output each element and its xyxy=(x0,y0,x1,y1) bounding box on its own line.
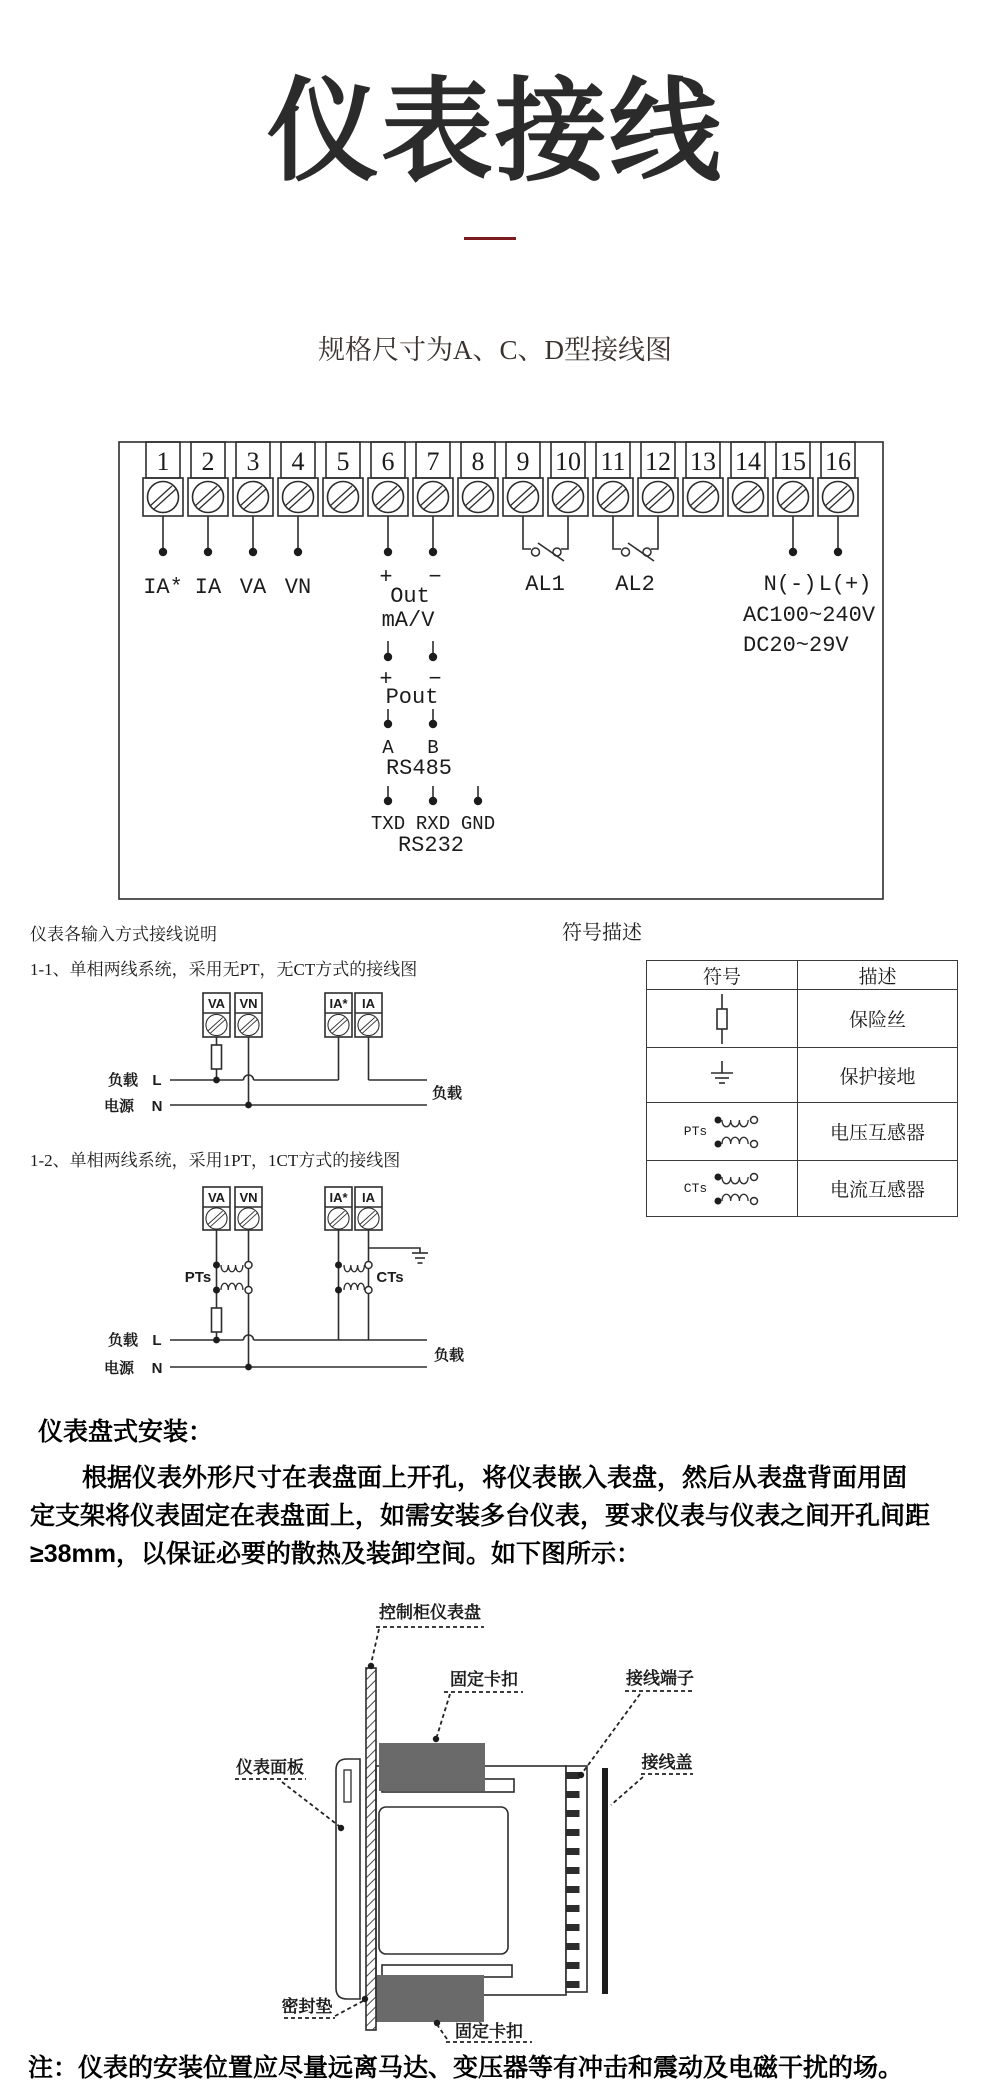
source-left-label: 电源 xyxy=(103,1098,135,1115)
svg-text:TXD: TXD xyxy=(370,813,406,835)
terminal-number: 12 xyxy=(645,447,671,476)
screw-icon xyxy=(688,482,719,513)
terminal-va xyxy=(203,993,230,1037)
terminal-ia xyxy=(355,1187,382,1230)
symbol-desc: 保险丝 xyxy=(798,990,958,1048)
n-label: N xyxy=(151,1360,163,1377)
screw-icon xyxy=(418,482,449,513)
load-right-label: 负载 xyxy=(433,1347,465,1364)
junction-dot xyxy=(245,1364,252,1371)
load-left-label: 负载 xyxy=(107,1332,139,1349)
junction-dot xyxy=(213,1077,220,1084)
label-al1: AL1 xyxy=(525,572,565,597)
terminal-4 xyxy=(278,442,318,516)
callout-clip-top xyxy=(433,1669,523,1742)
wire-end-dots xyxy=(159,548,842,556)
label-out-minus: − xyxy=(428,565,442,590)
terminal-13 xyxy=(683,442,723,516)
svg-text:IA: IA xyxy=(362,1190,375,1205)
terminal-16 xyxy=(818,442,858,516)
wiring-cover xyxy=(602,1768,608,1994)
svg-text:IA*: IA* xyxy=(329,1190,348,1205)
svg-text:IA*: IA* xyxy=(329,996,348,1011)
terminal-10 xyxy=(548,442,588,516)
terminal-number: 8 xyxy=(471,447,485,476)
terminal-number: 1 xyxy=(156,447,170,476)
label-n: N(-) xyxy=(763,572,817,597)
terminal-6 xyxy=(368,442,408,516)
callout-panel xyxy=(368,1602,484,1669)
terminal-2 xyxy=(188,442,228,516)
terminal-number: 7 xyxy=(426,447,440,476)
svg-text:固定卡扣: 固定卡扣 xyxy=(450,1670,518,1689)
terminal-number: 9 xyxy=(516,447,530,476)
wires xyxy=(170,1037,427,1105)
current-transformer-icon: CTs xyxy=(647,1169,797,1209)
ct-transformer-icon xyxy=(335,1262,372,1294)
terminal-7 xyxy=(413,442,453,516)
svg-text:VN: VN xyxy=(239,1190,258,1205)
svg-text:Pout: Pout xyxy=(385,685,439,710)
subtitle: 规格尺寸为A、C、D型接线图 xyxy=(317,335,672,365)
fuse-icon xyxy=(212,1045,222,1069)
label-vn: VN xyxy=(284,575,312,600)
terminal-1 xyxy=(143,442,183,516)
fixing-clip-top xyxy=(379,1743,485,1791)
desc-col-header: 描述 xyxy=(798,961,958,990)
symbol-col-header: 符号 xyxy=(647,961,798,990)
label-l: L(+) xyxy=(818,572,872,597)
screw-icon xyxy=(463,482,494,513)
label-out-unit: mA/V xyxy=(381,608,435,633)
terminal-14 xyxy=(728,442,768,516)
instrument-front-panel xyxy=(336,1759,360,1999)
fuse-icon xyxy=(647,994,797,1044)
table-row xyxy=(647,1048,958,1103)
svg-text:仪表面板: 仪表面板 xyxy=(236,1758,304,1777)
ground-icon xyxy=(412,1253,428,1263)
screw-icon xyxy=(193,482,224,513)
rs232-block xyxy=(371,786,495,858)
installation-diagram xyxy=(0,1580,990,2050)
al2-relay-contact-icon xyxy=(613,516,658,561)
label-dc-range: DC20~29V xyxy=(743,633,849,658)
fuse-icon xyxy=(212,1308,222,1332)
paragraph-line: 定支架将仪表固定在表盘面上，如需安装多台仪表，要求仪表与仪表之间开孔间距 xyxy=(30,1502,931,1530)
svg-text:VA: VA xyxy=(207,1190,226,1205)
screw-icon xyxy=(643,482,674,513)
cts-label: CTs xyxy=(376,1269,404,1286)
terminal-ia-star xyxy=(325,993,352,1037)
screw-icon xyxy=(778,482,809,513)
svg-text:控制柜仪表盘: 控制柜仪表盘 xyxy=(379,1603,481,1622)
table-row xyxy=(647,990,958,1048)
l-label: L xyxy=(152,1072,162,1089)
terminal-number: 5 xyxy=(336,447,350,476)
terminal-number: 4 xyxy=(291,447,305,476)
fixing-clip-bottom xyxy=(376,1975,484,2022)
callout-clip-bottom xyxy=(434,2020,532,2042)
svg-text:固定卡扣: 固定卡扣 xyxy=(455,2022,523,2041)
terminal-number: 14 xyxy=(735,447,761,476)
pt-transformer-icon xyxy=(213,1262,252,1294)
svg-text:接线端子: 接线端子 xyxy=(626,1669,694,1688)
svg-text:+: + xyxy=(379,667,393,692)
pts-label: PTs xyxy=(184,1269,212,1286)
input-methods-heading: 仪表各输入方式接线说明 xyxy=(30,925,217,944)
paragraph-line: ≥38mm，以保证必要的散热及装卸空间。如下图所示： xyxy=(30,1540,641,1568)
terminal-number: 10 xyxy=(555,447,581,476)
terminal-number: 16 xyxy=(825,447,851,476)
screw-icon xyxy=(823,482,854,513)
terminal-number: 11 xyxy=(600,447,626,476)
svg-text:VA: VA xyxy=(207,996,226,1011)
svg-text:VN: VN xyxy=(239,996,258,1011)
bottom-note: 注：仪表的安装位置应尽量远离马达、变压器等有冲击和震动及电磁干扰的场。 xyxy=(28,2054,904,2082)
paragraph-line: 根据仪表外形尺寸在表盘面上开孔，将仪表嵌入表盘，然后从表盘背面用固 xyxy=(82,1464,908,1492)
screw-icon xyxy=(373,482,404,513)
svg-text:RS232: RS232 xyxy=(397,833,465,858)
terminal-3 xyxy=(233,442,273,516)
terminal-ia xyxy=(355,993,382,1037)
label-out-plus: + xyxy=(379,565,393,590)
symbol-desc: 电压互感器 xyxy=(798,1103,958,1161)
title-accent-underline xyxy=(464,237,516,240)
terminal-wires xyxy=(163,516,838,548)
symbol-desc: 电流互感器 xyxy=(798,1161,958,1217)
screw-icon xyxy=(283,482,314,513)
screw-icon xyxy=(733,482,764,513)
screw-icon xyxy=(553,482,584,513)
terminal-vn xyxy=(235,1187,262,1230)
label-ac-range: AC100~240V xyxy=(743,603,876,628)
source-left-label: 电源 xyxy=(103,1360,135,1377)
screw-icon xyxy=(598,482,629,513)
terminal-number: 3 xyxy=(246,447,260,476)
meter-display-body xyxy=(379,1807,508,1954)
install-heading: 仪表盘式安装： xyxy=(38,1418,214,1446)
terminal-strip xyxy=(143,442,858,516)
install-paragraph xyxy=(30,1459,970,1573)
symbol-table-caption: 符号描述 xyxy=(562,922,642,944)
svg-text:B: B xyxy=(427,737,439,759)
label-va: VA xyxy=(239,575,267,600)
terminal-block-diagram xyxy=(0,435,990,907)
symbol-table xyxy=(646,960,958,1217)
n-label: N xyxy=(151,1098,163,1115)
label-al2: AL2 xyxy=(615,572,655,597)
terminal-number: 15 xyxy=(780,447,806,476)
l-label: L xyxy=(152,1332,162,1349)
callout-front-panel xyxy=(235,1757,344,1831)
terminal-number: 6 xyxy=(381,447,395,476)
symbol-desc: 保护接地 xyxy=(798,1048,958,1103)
protective-earth-icon xyxy=(647,1061,797,1089)
svg-text:−: − xyxy=(428,667,442,692)
terminal-ia-star xyxy=(325,1187,352,1230)
terminal-va xyxy=(203,1187,230,1230)
rs485-block xyxy=(382,709,452,781)
terminal-vn xyxy=(235,993,262,1037)
item-1-1-label: 1-1、单相两线系统，采用无PT，无CT方式的接线图 xyxy=(30,960,418,979)
svg-text:接线盖: 接线盖 xyxy=(641,1753,693,1772)
terminal-number: 2 xyxy=(201,447,215,476)
svg-text:GND: GND xyxy=(460,813,496,835)
table-row xyxy=(647,1103,958,1161)
svg-text:RXD: RXD xyxy=(415,813,451,835)
terminal-5 xyxy=(323,442,363,516)
terminal-11 xyxy=(593,442,633,516)
label-ia-star: IA* xyxy=(143,575,183,600)
svg-text:RS485: RS485 xyxy=(385,756,453,781)
pout-block xyxy=(379,641,441,710)
svg-text:IA: IA xyxy=(362,996,375,1011)
voltage-transformer-icon: PTs xyxy=(647,1112,797,1152)
screw-icon xyxy=(148,482,179,513)
junction-dot xyxy=(245,1102,252,1109)
item-1-2-label: 1-2、单相两线系统，采用1PT，1CT方式的接线图 xyxy=(30,1151,401,1170)
load-left-label: 负载 xyxy=(107,1072,139,1089)
al1-relay-contact-icon xyxy=(523,516,568,561)
junction-dot xyxy=(213,1337,220,1344)
terminal-8 xyxy=(458,442,498,516)
page-title: 仪表接线 xyxy=(267,69,723,194)
load-right-label: 负载 xyxy=(431,1085,463,1102)
wires xyxy=(170,1230,427,1367)
svg-text:A: A xyxy=(382,737,394,759)
screw-icon xyxy=(238,482,269,513)
cabinet-panel xyxy=(366,1668,376,2030)
screw-icon xyxy=(508,482,539,513)
wiring-diagram-1-2 xyxy=(0,1180,990,1380)
label-ia: IA xyxy=(194,575,222,600)
terminal-12 xyxy=(638,442,678,516)
screw-icon xyxy=(328,482,359,513)
terminal-15 xyxy=(773,442,813,516)
terminal-number: 13 xyxy=(690,447,716,476)
terminal-strip xyxy=(566,1766,587,1992)
callout-cover xyxy=(611,1752,693,1805)
svg-text:密封垫: 密封垫 xyxy=(281,1997,333,2016)
label-out: Out xyxy=(390,584,430,609)
terminal-9 xyxy=(503,442,543,516)
